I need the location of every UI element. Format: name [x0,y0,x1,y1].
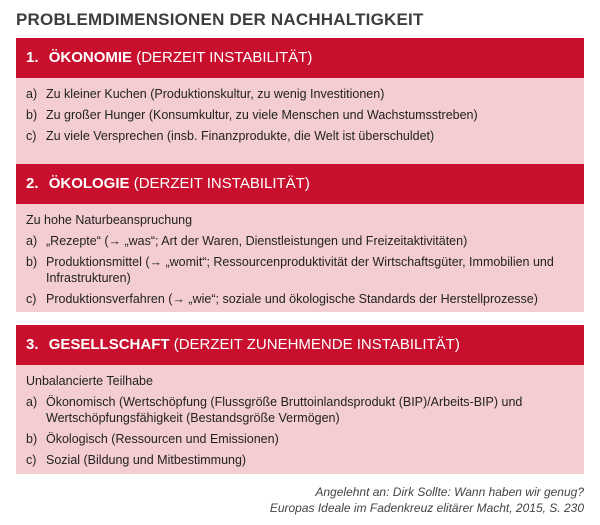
list-item [26,431,574,447]
page-title: PROBLEMDIMENSIONEN DER NACHHALTIGKEIT [16,10,424,29]
section-name: ÖKOLOGIE [48,175,130,192]
section-name: GESELLSCHAFT [48,336,170,353]
item-text: Zu viele Versprechen (insb. Finanzprodukte, die Welt ist überschuldet) [46,129,435,143]
section-qualifier: (DERZEIT INSTABILITÄT) [133,175,310,192]
section-header [16,325,584,365]
list-item [26,254,574,286]
section-qualifier: (DERZEIT ZUNEHMENDE INSTABILITÄT) [173,336,460,353]
section-qualifier: (DERZEIT INSTABILITÄT) [136,49,313,66]
item-text: „Rezepte“ (→ „was“; Art der Waren, Dienstleistungen und Freizeitaktivitäten) [46,234,468,248]
section-society [16,325,584,474]
item-letter: a) [26,395,38,409]
item-text: Ökonomisch (Wertschöpfung (Flussgröße Bruttoinlandsprodukt (BIP)/Arbeits-BIP) und Wertschöpfungsfähigkeit (Bestandsgröße Vermögen) [46,395,523,425]
section-body [16,204,584,312]
list-item [26,394,574,426]
section-ecology [16,164,584,312]
item-text: Sozial (Bildung und Mitbestimmung) [46,453,247,467]
item-letter: c) [26,292,37,306]
list-item [26,291,574,307]
section-intro: Zu hohe Naturbeanspruchung [26,213,193,227]
list-item [26,233,574,249]
list-item [26,452,574,468]
item-text: Produktionsverfahren (→ „wie“; soziale und ökologische Standards der Herstellprozesse) [46,292,538,306]
item-letter: b) [26,255,38,269]
section-number: 1. [26,49,39,66]
section-header [16,164,584,204]
list-item [26,107,574,123]
section-header [16,38,584,78]
section-number: 3. [26,336,39,353]
item-letter: a) [26,87,38,101]
list-item [26,86,574,102]
item-text: Zu kleiner Kuchen (Produktionskultur, zu wenig Investitionen) [46,87,385,101]
section-name: ÖKONOMIE [48,49,133,66]
source-citation [270,484,584,516]
item-text: Produktionsmittel (→ „womit“; Ressourcenproduktivität der Wirtschaftsgüter, Immobilien und Infrastrukturen) [46,255,554,285]
item-text: Zu großer Hunger (Konsumkultur, zu viele Menschen und Wachstumsstreben) [46,108,478,122]
section-body [16,365,584,474]
item-letter: a) [26,234,38,248]
list-item [26,128,574,144]
source-line-2: Europas Ideale im Fadenkreuz elitärer Macht, 2015, S. 230 [269,501,584,515]
item-text: Ökologisch (Ressourcen und Emissionen) [46,432,279,446]
item-letter: c) [26,453,37,467]
section-number: 2. [26,175,39,192]
item-letter: c) [26,129,37,143]
item-letter: b) [26,108,38,122]
source-line-1: Angelehnt an: Dirk Sollte: Wann haben wir genug? [315,485,584,499]
item-letter: b) [26,432,38,446]
section-intro: Unbalancierte Teilhabe [26,374,153,388]
